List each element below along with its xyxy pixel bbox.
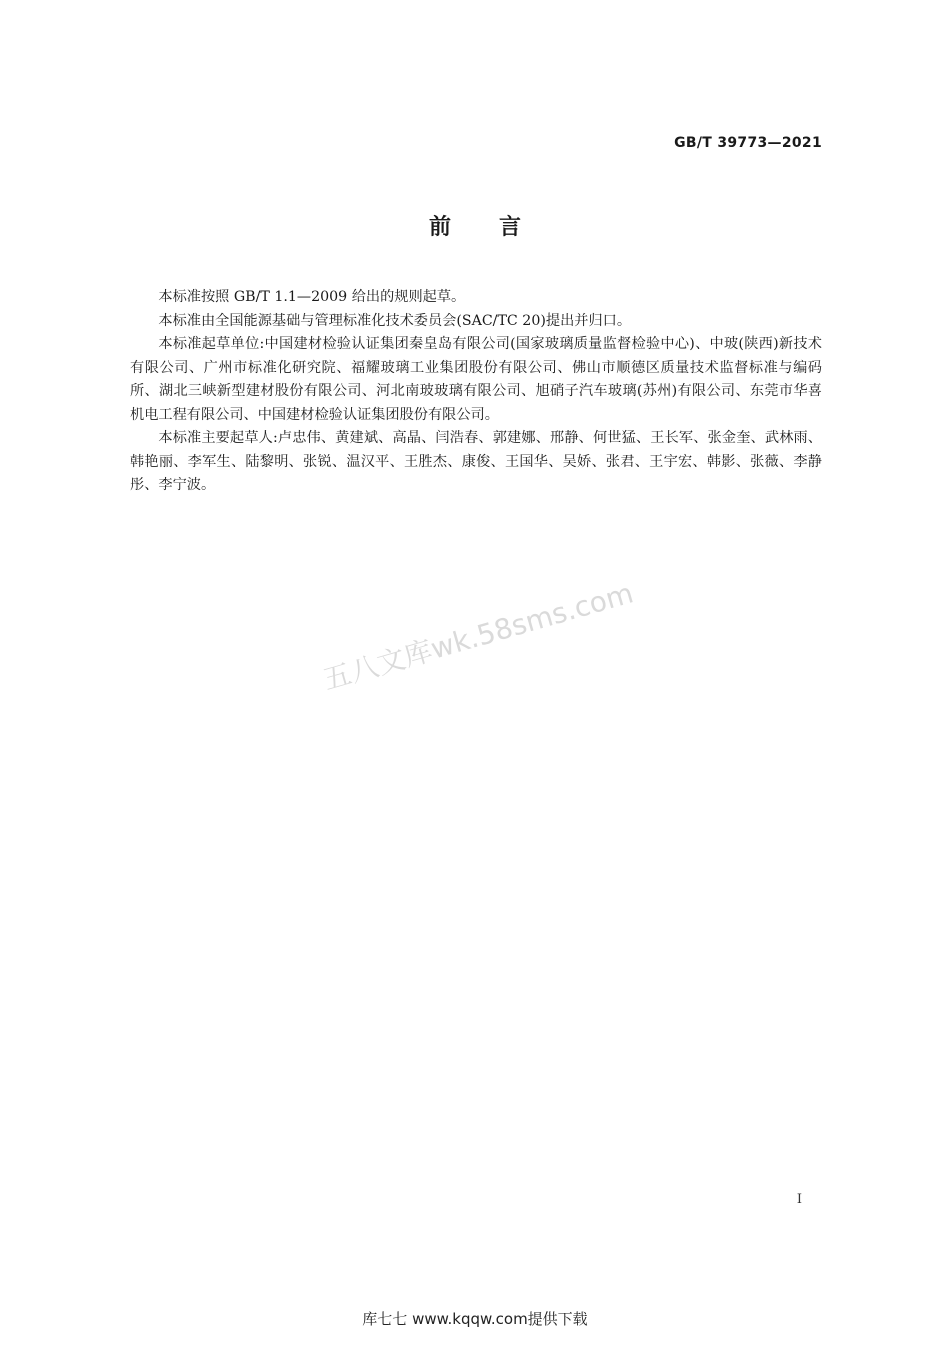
footer-download-note: 库七七 www.kqqw.com提供下载 xyxy=(362,1310,588,1328)
paragraph-committee: 本标准由全国能源基础与管理标准化技术委员会(SAC/TC 20)提出并归口。 xyxy=(158,312,632,329)
page-title: 前言 xyxy=(428,215,569,240)
paragraph-drafters: 本标准主要起草人:卢忠伟、黄建斌、高晶、闫浩春、郭建娜、邢静、何世猛、王长军、张金奎、武林雨、韩艳丽、李军生、陆黎明、张锐、温汉平、王胜杰、康俊、王国华、吴娇、张君、王宇宏、韩影、张薇、李静彤、李宁波。 xyxy=(130,430,822,493)
paragraph-drafting-units: 本标准起草单位:中国建材检验认证集团秦皇岛有限公司(国家玻璃质量监督检验中心)、中玻(陕西)新技术有限公司、广州市标准化研究院、福耀玻璃工业集团股份有限公司、佛山市顺德区质量技术监督标准与编码所、湖北三峡新型建材股份有限公司、河北南玻玻璃有限公司、旭硝子汽车玻璃(苏州)有限公司、东莞市华喜机电工程有限公司、中国建材检验认证集团股份有限公司。 xyxy=(130,336,822,423)
watermark: 五八文库wk.58sms.com xyxy=(319,576,637,697)
document-body xyxy=(130,286,822,498)
page-number: I xyxy=(796,1192,802,1207)
paragraph-drafting-rules: 本标准按照 GB/T 1.1—2009 给出的规则起草。 xyxy=(158,289,466,305)
standard-number: GB/T 39773—2021 xyxy=(674,135,822,151)
